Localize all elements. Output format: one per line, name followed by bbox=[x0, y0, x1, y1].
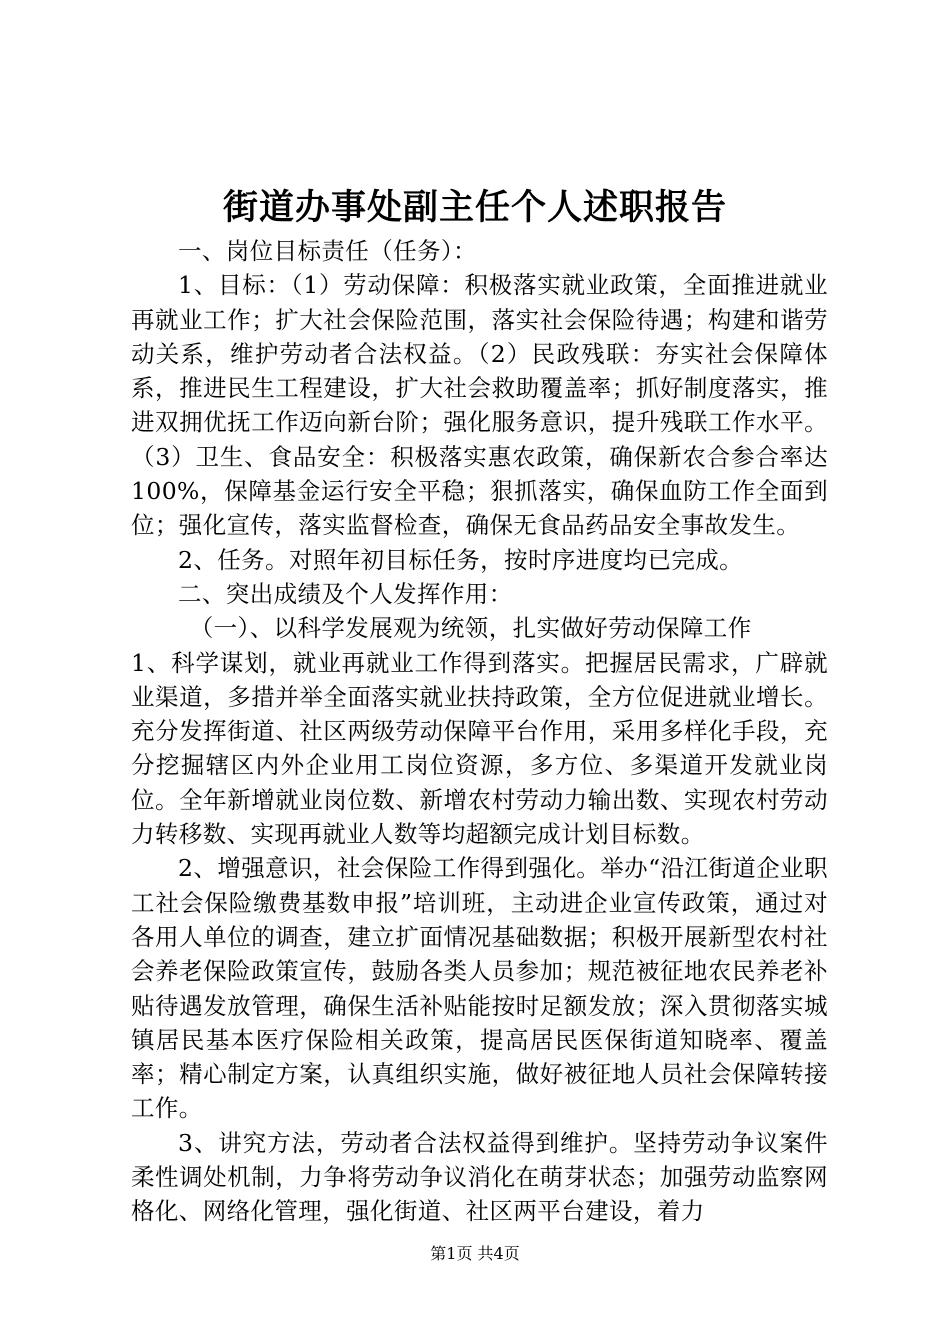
paragraph-subsection-1-heading: （一）、以科学发展观为统领，扎实做好劳动保障工作 bbox=[189, 614, 752, 643]
document-title: 街道办事处副主任个人述职报告 bbox=[222, 187, 727, 228]
paragraph-employment: 1、科学谋划，就业再就业工作得到落实。把握居民需求，广辟就业渠道，多措并举全面落实就业扶持政策，全方位促进就业增长。充分发挥街道、社区两级劳动保障平台作用，采用多样化手段，充分挖掘辖区内外企业用工岗位资源，多方位、多渠道开发就业岗位。全年新增就业岗位数、新增农村劳动力输出数、实现农村劳动力转移数、实现再就业人数等均超额完成计划目标数。 bbox=[131, 648, 828, 849]
paragraph-section-1-heading: 一、岗位目标责任（任务）： bbox=[178, 237, 477, 265]
paragraph-tasks: 2、任务。对照年初目标任务，按时序进度均已完成。 bbox=[178, 545, 744, 574]
document-body bbox=[131, 234, 828, 1229]
paragraph-section-2-heading: 二、突出成绩及个人发挥作用： bbox=[178, 579, 513, 608]
paragraph-social-insurance: 2、增强意识，社会保险工作得到强化。举办“沿江街道企业职工社会保险缴费基数申报”培训班，主动进企业宣传政策，通过对各用人单位的调查，建立扩面情况基础数据；积极开展新型农村社会养老保险政策宣传，鼓励各类人员参加；规范被征地农民养老补贴待遇发放管理，确保生活补贴能按时足额发放；深入贯彻落实城镇居民基本医疗保险相关政策，提高居民医保街道知晓率、覆盖率；精心制定方案，认真组织实施，做好被征地人员社会保障转接工作。 bbox=[131, 854, 828, 1123]
paragraph-labor-rights: 3、讲究方法，劳动者合法权益得到维护。坚持劳动争议案件柔性调处机制，力争将劳动争议消化在萌芽状态；加强劳动监察网格化、网络化管理，强化街道、社区两平台建设，着力 bbox=[131, 1128, 828, 1226]
page-number-footer: 第1页 共4页 bbox=[430, 1244, 520, 1263]
paragraph-targets: 1、目标：（1）劳动保障：积极落实就业政策，全面推进就业再就业工作；扩大社会保险范围，落实社会保险待遇；构建和谐劳动关系，维护劳动者合法权益。（2）民政残联：夯实社会保障体系，推进民生工程建设，扩大社会救助覆盖率；抓好制度落实，推进双拥优抚工作迈向新台阶；强化服务意识，提升残联工作水平。（3）卫生、食品安全：积极落实惠农政策，确保新农合参合率达100%，保障基金运行安全平稳；狠抓落实，确保血防工作全面到位；强化宣传，落实监督检查，确保无食品药品安全事故发生。 bbox=[131, 271, 828, 540]
